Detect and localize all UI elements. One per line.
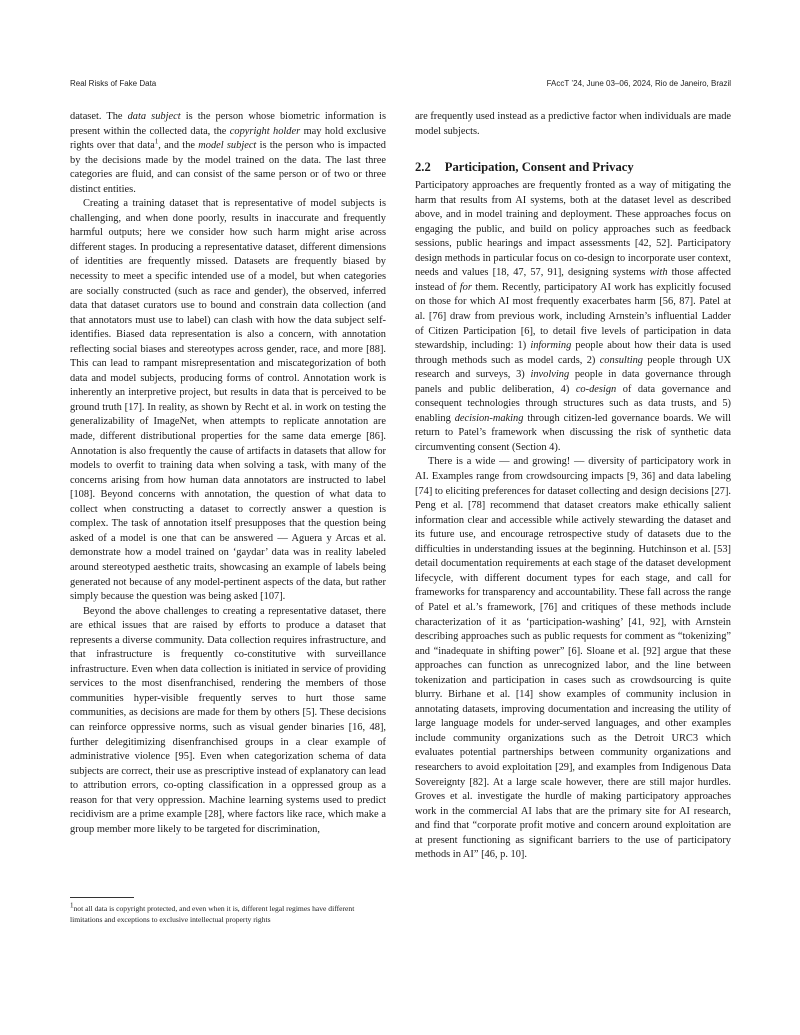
paragraph	[415, 455, 731, 862]
section-number: 2.2	[415, 160, 431, 175]
emphasis-text: decision-making	[454, 412, 524, 424]
emphasis-text: copyright holder	[229, 125, 301, 137]
emphasis-text: for	[459, 281, 472, 293]
emphasis-text: consulting	[599, 354, 643, 366]
running-header	[70, 79, 731, 91]
footnote-text: not all data is copyright protected, and even when it is, different legal regimes have different limitations and exceptions to exclusive intellectual property rights	[70, 904, 355, 924]
conference-info: FAccT ’24, June 03–06, 2024, Rio de Janeiro, Brazil	[546, 79, 731, 88]
footnote-ref: 1	[154, 137, 159, 146]
text-run: people through UX research and surveys, 3)	[415, 354, 731, 381]
text-run: those affected instead of	[415, 267, 731, 293]
emphasis-text: model subject	[198, 140, 257, 152]
section-title: Participation, Consent and Privacy	[444, 160, 634, 175]
right-column	[415, 110, 731, 863]
text-run: Beyond the above challenges to creating a representative dataset, there are ethical issues that are raised by efforts to produce a dataset that represents a diverse community. Data collection requires infrastructure, and that infrastructure is frequently co-constitutive with surveillance infrastructure. Even when data collection is initiated in service of providing services to the most disenfranchised, rendering the members of those communities hyper-visible frequently serves to hurt those same communities, as decisions are made for them by others [5]. These decisions can reinforce oppressive norms, such as visual gender binaries [16, 48], further delegitimizing disenfranchised groups in a clear example of administrative violence [95]. Even when categorization schema of data subjects are correct, their use as prescriptive instead of explanatory can lead to attribution errors, co-opting classification in a oppressed group as a reason for that very oppression. Machine learning systems used to predict recidivism are a prime example [28], where factors like race, which make a group member more likely to be targeted for discrimination,	[70, 605, 386, 835]
text-run: people in data governance through panels and public deliberation, 4)	[415, 369, 732, 395]
text-run: There is a wide — and growing! — diversity of participatory work in AI. Examples range from crowdsourcing impacts [9, 36] and data labeling [74] to eliciting preferences for dataset collecting and design decisions [27]. Peng et al. [78] recommend that dataset creators make ethically salient information clear and accessible while actively stewarding the dataset and its future use, and encourage retrospective study of datasets due to the difficulties in understanding issues at the beginning. Hutchinson et al. [53] detail documentation requirements at each stage of the dataset development lifecycle, with different document types for each stage, and call for frameworks for transparency and accountability. These fall across the range of Patel et al.’s framework, [76] and critiques of these methods include characterization of it as ‘participation-washing’ [41, 92], with Arnstein describing approaches such as public requests for comment as “tokenizing” and “inadequate in shifting power” [6]. Sloane et al. [92] argue that these approaches can function as unrecognized labor, and the line between tokenization and participation in cases such as crowdsourcing is quite blurry. Birhane et al. [14] show examples of community inclusion in annotating datasets, improving documentation and increasing the utility of large language models for under-served languages, and other examples include community organizations such as the Detroit URC3 which evaluates potential partnerships between community organizations and researchers to avoid exploitation [29], and examples from Indigenous Data Sovereignty [82]. At a large scale however, there are still major hurdles. Groves et al. investigate the hurdle of making participatory approaches work in the commercial AI labs that are the primary site for AI research, and find that “corporate profit motive and concern around exploitation are at present functioning as significant barriers to the use of participatory methods in AI” [46, p. 10].	[415, 456, 731, 861]
left-column	[70, 110, 386, 837]
text-run: of data governance and consequent technologies through structures such as data trusts, and 5) enabling	[415, 383, 731, 424]
text-run: through citizen-led governance boards. We will return to Patel’s framework when discussing the risk of synthetic data circumventing consent (Section 4).	[415, 412, 731, 453]
paragraph	[70, 605, 386, 838]
text-run: Participatory approaches are frequently fronted as a way of mitigating the harm that results from AI systems, both at the dataset level as described above, and in model training and deployment. These approaches focus on engaging the public, and build on policy approaches such as feedback sessions, public hearings and impact assessments [42, 52]. Participatory design methods in particular focus on co-design to incorporate user context, needs and values [18, 47, 57, 91], designing systems	[415, 180, 731, 279]
text-run: are frequently used instead as a predictive factor when individuals are made model subjects.	[415, 111, 731, 137]
section-heading	[415, 159, 731, 175]
text-run: is the person whose biometric information is present within the collected data, the	[70, 111, 386, 137]
text-run: , and the	[158, 140, 199, 152]
footnote-rule	[70, 897, 134, 898]
paragraph	[415, 110, 731, 139]
paragraph	[70, 197, 386, 604]
footnote-marker: 1	[70, 901, 74, 910]
text-run: is the person who is impacted by the decisions made by the model trained on the data. The last three categories are fluid, and can consist of the same person or of two or three distinct entities.	[70, 140, 386, 195]
running-title: Real Risks of Fake Data	[70, 79, 157, 88]
emphasis-text: data subject	[127, 111, 181, 122]
text-run: dataset. The	[70, 111, 128, 122]
text-run: Creating a training dataset that is representative of model subjects is challenging, and when done poorly, results in inaccurate and frequently harmful outputs; here we consider how such harm might arise across different stages. In producing a representative dataset, different dimensions of identities are frequently missed. Datasets are frequently biased by necessity to meet a specific intended use of a model, but when categories are socially constructed (such as race and gender), the observed, inferred data that dataset curators use to bound and constrain data collection (and that annotators must use to label) can clash with how the data subject self-identifies. Biased data representation is also a concern, with annotation reflecting social biases and stereotypes across gender, race, and more [88]. This can lead to rampant misrepresentation and miscategorization of both data and model subjects, producing forms of control. Annotation work is inherently an interpretive project, but results in data that is perceived to be ground truth [17]. In reality, as shown by Recht et al. in work on testing the generalizability of ImageNet, when attempts to replicate annotation are made, different distributional properties for the same data emerge [86]. Annotation is also frequently the cause of artifacts in datasets that allow for models to overfit to training data when solving a task, with many of the concerns arising from how human data annotators are instructed to label [108]. Beyond concerns with annotation, the question of what data to collect when constructing a dataset to correctly answer a question is complex. The task of annotation itself presupposes that the question being asked of a model is one that can be answered — Aguera y Arcas et al. demonstrate how a model trained on ‘gaydar’ data was in reality labeled around stereotyped aesthetic traits, showcasing an example of labels being generated not because of any model-pertinent aspects of the data, but rather simply because the question was being asked [107].	[70, 198, 386, 603]
paragraph	[70, 110, 386, 197]
emphasis-text: informing	[530, 340, 572, 352]
paragraph	[415, 179, 731, 455]
emphasis-text: involving	[530, 369, 570, 381]
text-run: may hold exclusive rights over that data	[70, 125, 386, 152]
footnote	[70, 901, 386, 925]
text-run: them. Recently, participatory AI work has explicitly focused on those for which AI most frequently exacerbates harm [56, 87]. Patel at al. [76] draw from previous work, including Arnstein’s influential Ladder of Citizen Participation [6], to detail five levels of participation in data stewardship, including: 1)	[415, 281, 731, 352]
emphasis-text: co-design	[575, 383, 617, 395]
text-run: people about how their data is used through methods such as model cards, 2)	[415, 340, 731, 366]
emphasis-text: with	[649, 267, 668, 279]
